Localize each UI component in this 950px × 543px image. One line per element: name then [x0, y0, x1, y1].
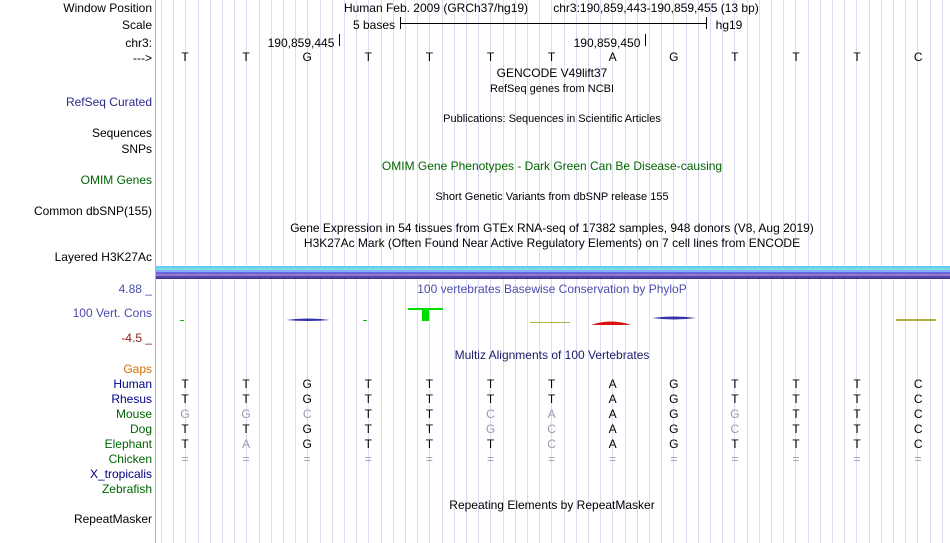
repeatmasker-track-label[interactable]: RepeatMasker: [73, 512, 152, 526]
sequence-base: T: [792, 50, 800, 64]
alignment-base: C: [913, 437, 923, 451]
alignment-base: T: [425, 407, 434, 421]
omim-title[interactable]: OMIM Gene Phenotypes - Dark Green Can Be Disease-causing: [381, 159, 723, 173]
alignment-base: T: [364, 407, 372, 421]
sequence-base: T: [242, 50, 250, 64]
sequence-base: C: [913, 50, 923, 64]
sequence-base: T: [425, 50, 434, 64]
alignment-base: T: [242, 422, 250, 436]
assembly-text: Human Feb. 2009 (GRCh37/hg19): [343, 1, 529, 15]
sequence-base: T: [853, 50, 861, 64]
alignment-base: T: [853, 407, 861, 421]
alignment-base: T: [242, 377, 250, 391]
cons-bar: [408, 308, 443, 310]
alignment-base: T: [792, 392, 800, 406]
alignment-base: C: [913, 422, 923, 436]
alignment-base: G: [302, 422, 312, 436]
alignment-base: T: [181, 422, 189, 436]
alignment-base: C: [913, 392, 923, 406]
cons-bar: [652, 317, 696, 320]
sequence-base: T: [181, 50, 189, 64]
alignment-base: =: [914, 452, 922, 466]
alignment-base: T: [486, 377, 495, 391]
sequence-base: T: [731, 50, 739, 64]
alignment-base: G: [180, 407, 190, 421]
species-label[interactable]: Mouse: [115, 407, 152, 421]
gtex-title[interactable]: Gene Expression in 54 tissues from GTEx RNA-seq of 17382 samples, 948 donors (V8, Aug 2019): [290, 221, 814, 235]
gencode-title[interactable]: GENCODE V49lift37: [496, 66, 608, 80]
species-label[interactable]: Dog: [129, 422, 152, 436]
alignment-base: T: [425, 377, 434, 391]
alignment-base: =: [425, 452, 433, 466]
omim-track-label[interactable]: OMIM Genes: [80, 173, 152, 187]
cons-bar: [530, 322, 570, 323]
alignment-base: T: [364, 422, 372, 436]
alignment-base: A: [608, 392, 617, 406]
dbsnp-track-label[interactable]: Common dbSNP(155): [33, 204, 152, 218]
alignment-base: T: [547, 392, 556, 406]
refseq-title[interactable]: RefSeq genes from NCBI: [489, 83, 615, 95]
alignment-base: T: [853, 377, 861, 391]
refseq-track-label[interactable]: RefSeq Curated: [65, 95, 152, 109]
alignment-base: T: [547, 377, 556, 391]
multiz-title[interactable]: Multiz Alignments of 100 Vertebrates: [454, 348, 650, 362]
gaps-track-label[interactable]: Gaps: [123, 362, 152, 376]
alignment-base: =: [303, 452, 311, 466]
alignment-base: T: [181, 437, 189, 451]
position-tick-2: 190,859,450: [573, 36, 641, 50]
alignment-base: =: [181, 452, 189, 466]
alignment-base: A: [547, 407, 556, 421]
alignment-base: T: [181, 377, 189, 391]
scale-text: 5 bases: [352, 18, 396, 32]
species-label[interactable]: Elephant: [104, 437, 152, 451]
species-label[interactable]: Human: [113, 377, 152, 391]
strand-label[interactable]: --->: [133, 51, 152, 65]
alignment-base: T: [731, 437, 739, 451]
h3k27ac-track-label[interactable]: Layered H3K27Ac: [54, 250, 152, 264]
alignment-base: A: [608, 437, 617, 451]
alignment-base: T: [731, 392, 739, 406]
alignment-base: C: [486, 407, 495, 421]
browser-image[interactable]: [156, 0, 950, 543]
position-text: chr3:190,859,443-190,859,455 (13 bp): [553, 1, 759, 15]
alignment-base: G: [485, 422, 496, 436]
alignment-base: T: [364, 377, 372, 391]
species-label[interactable]: Chicken: [108, 452, 152, 466]
alignment-base: T: [792, 377, 800, 391]
cons-max-label: 4.88 _: [118, 282, 152, 296]
alignment-base: =: [364, 452, 372, 466]
cons-track-label[interactable]: 100 Vert. Cons: [72, 306, 152, 320]
alignment-base: G: [302, 377, 312, 391]
window-position-label: Window Position: [63, 1, 152, 15]
h3k27ac-title[interactable]: H3K27Ac Mark (Often Found Near Active Regulatory Elements) on 7 cell lines from ENCODE: [303, 236, 801, 250]
alignment-base: =: [486, 452, 494, 466]
position-tick-1: 190,859,445: [267, 36, 335, 50]
alignment-base: =: [242, 452, 250, 466]
snps-track-label[interactable]: SNPs: [121, 142, 152, 156]
species-label[interactable]: X_tropicalis: [89, 467, 152, 481]
cons-bar: [896, 319, 936, 321]
alignment-base: C: [730, 422, 740, 436]
publications-title[interactable]: Publications: Sequences in Scientific Articles: [443, 113, 661, 125]
cons-bar: [363, 320, 367, 321]
alignment-base: =: [731, 452, 739, 466]
alignment-base: T: [486, 437, 495, 451]
alignment-base: G: [302, 392, 312, 406]
alignment-base: T: [181, 392, 189, 406]
alignment-base: T: [853, 392, 861, 406]
alignment-base: A: [242, 437, 251, 451]
sequence-base: T: [486, 50, 495, 64]
alignment-base: T: [731, 377, 739, 391]
alignment-base: C: [913, 377, 923, 391]
alignment-base: T: [792, 422, 800, 436]
alignment-base: C: [913, 407, 923, 421]
alignment-base: C: [302, 407, 312, 421]
sequence-base: A: [608, 50, 617, 64]
alignment-base: G: [669, 392, 679, 406]
alignment-base: T: [853, 437, 861, 451]
alignment-base: C: [547, 422, 556, 436]
alignment-base: G: [669, 437, 679, 451]
track-label-column: [0, 0, 155, 543]
alignment-base: =: [792, 452, 800, 466]
alignment-base: T: [792, 407, 800, 421]
cons-bar: [422, 310, 429, 321]
dbsnp-title[interactable]: Short Genetic Variants from dbSNP release 155: [435, 191, 669, 203]
alignment-base: T: [364, 392, 372, 406]
sequence-base: G: [669, 50, 679, 64]
alignment-base: T: [792, 437, 800, 451]
cons-min-label: -4.5 _: [121, 331, 152, 345]
alignment-base: T: [364, 437, 372, 451]
alignment-base: =: [853, 452, 861, 466]
sequences-track-label[interactable]: Sequences: [91, 126, 152, 140]
alignment-base: =: [670, 452, 678, 466]
alignment-base: G: [241, 407, 251, 421]
alignment-base: T: [486, 392, 495, 406]
alignment-base: G: [669, 422, 679, 436]
alignment-base: A: [608, 377, 617, 391]
alignment-base: G: [730, 407, 740, 421]
alignment-base: T: [853, 422, 861, 436]
cons-bar: [591, 322, 631, 326]
alignment-base: T: [425, 422, 434, 436]
cons-bar: [180, 320, 184, 321]
cons-bar: [286, 319, 330, 322]
species-label[interactable]: Zebrafish: [101, 482, 152, 496]
sequence-base: T: [547, 50, 556, 64]
alignment-base: A: [608, 407, 617, 421]
species-label[interactable]: Rhesus: [111, 392, 152, 406]
alignment-base: A: [608, 422, 617, 436]
sequence-base: G: [302, 50, 312, 64]
alignment-base: T: [425, 437, 434, 451]
alignment-base: G: [302, 437, 312, 451]
sequence-base: T: [364, 50, 372, 64]
alignment-base: T: [425, 392, 434, 406]
alignment-base: G: [669, 377, 679, 391]
alignment-base: =: [609, 452, 617, 466]
repeatmasker-title[interactable]: Repeating Elements by RepeatMasker: [449, 498, 655, 512]
alignment-base: C: [547, 437, 556, 451]
chrom-label: chr3:: [125, 36, 152, 50]
phylop-title[interactable]: 100 vertebrates Basewise Conservation by PhyloP: [417, 282, 687, 296]
db-text: hg19: [715, 18, 743, 32]
scale-label: Scale: [121, 18, 152, 32]
alignment-base: =: [548, 452, 556, 466]
alignment-base: T: [242, 392, 250, 406]
alignment-base: G: [669, 407, 679, 421]
